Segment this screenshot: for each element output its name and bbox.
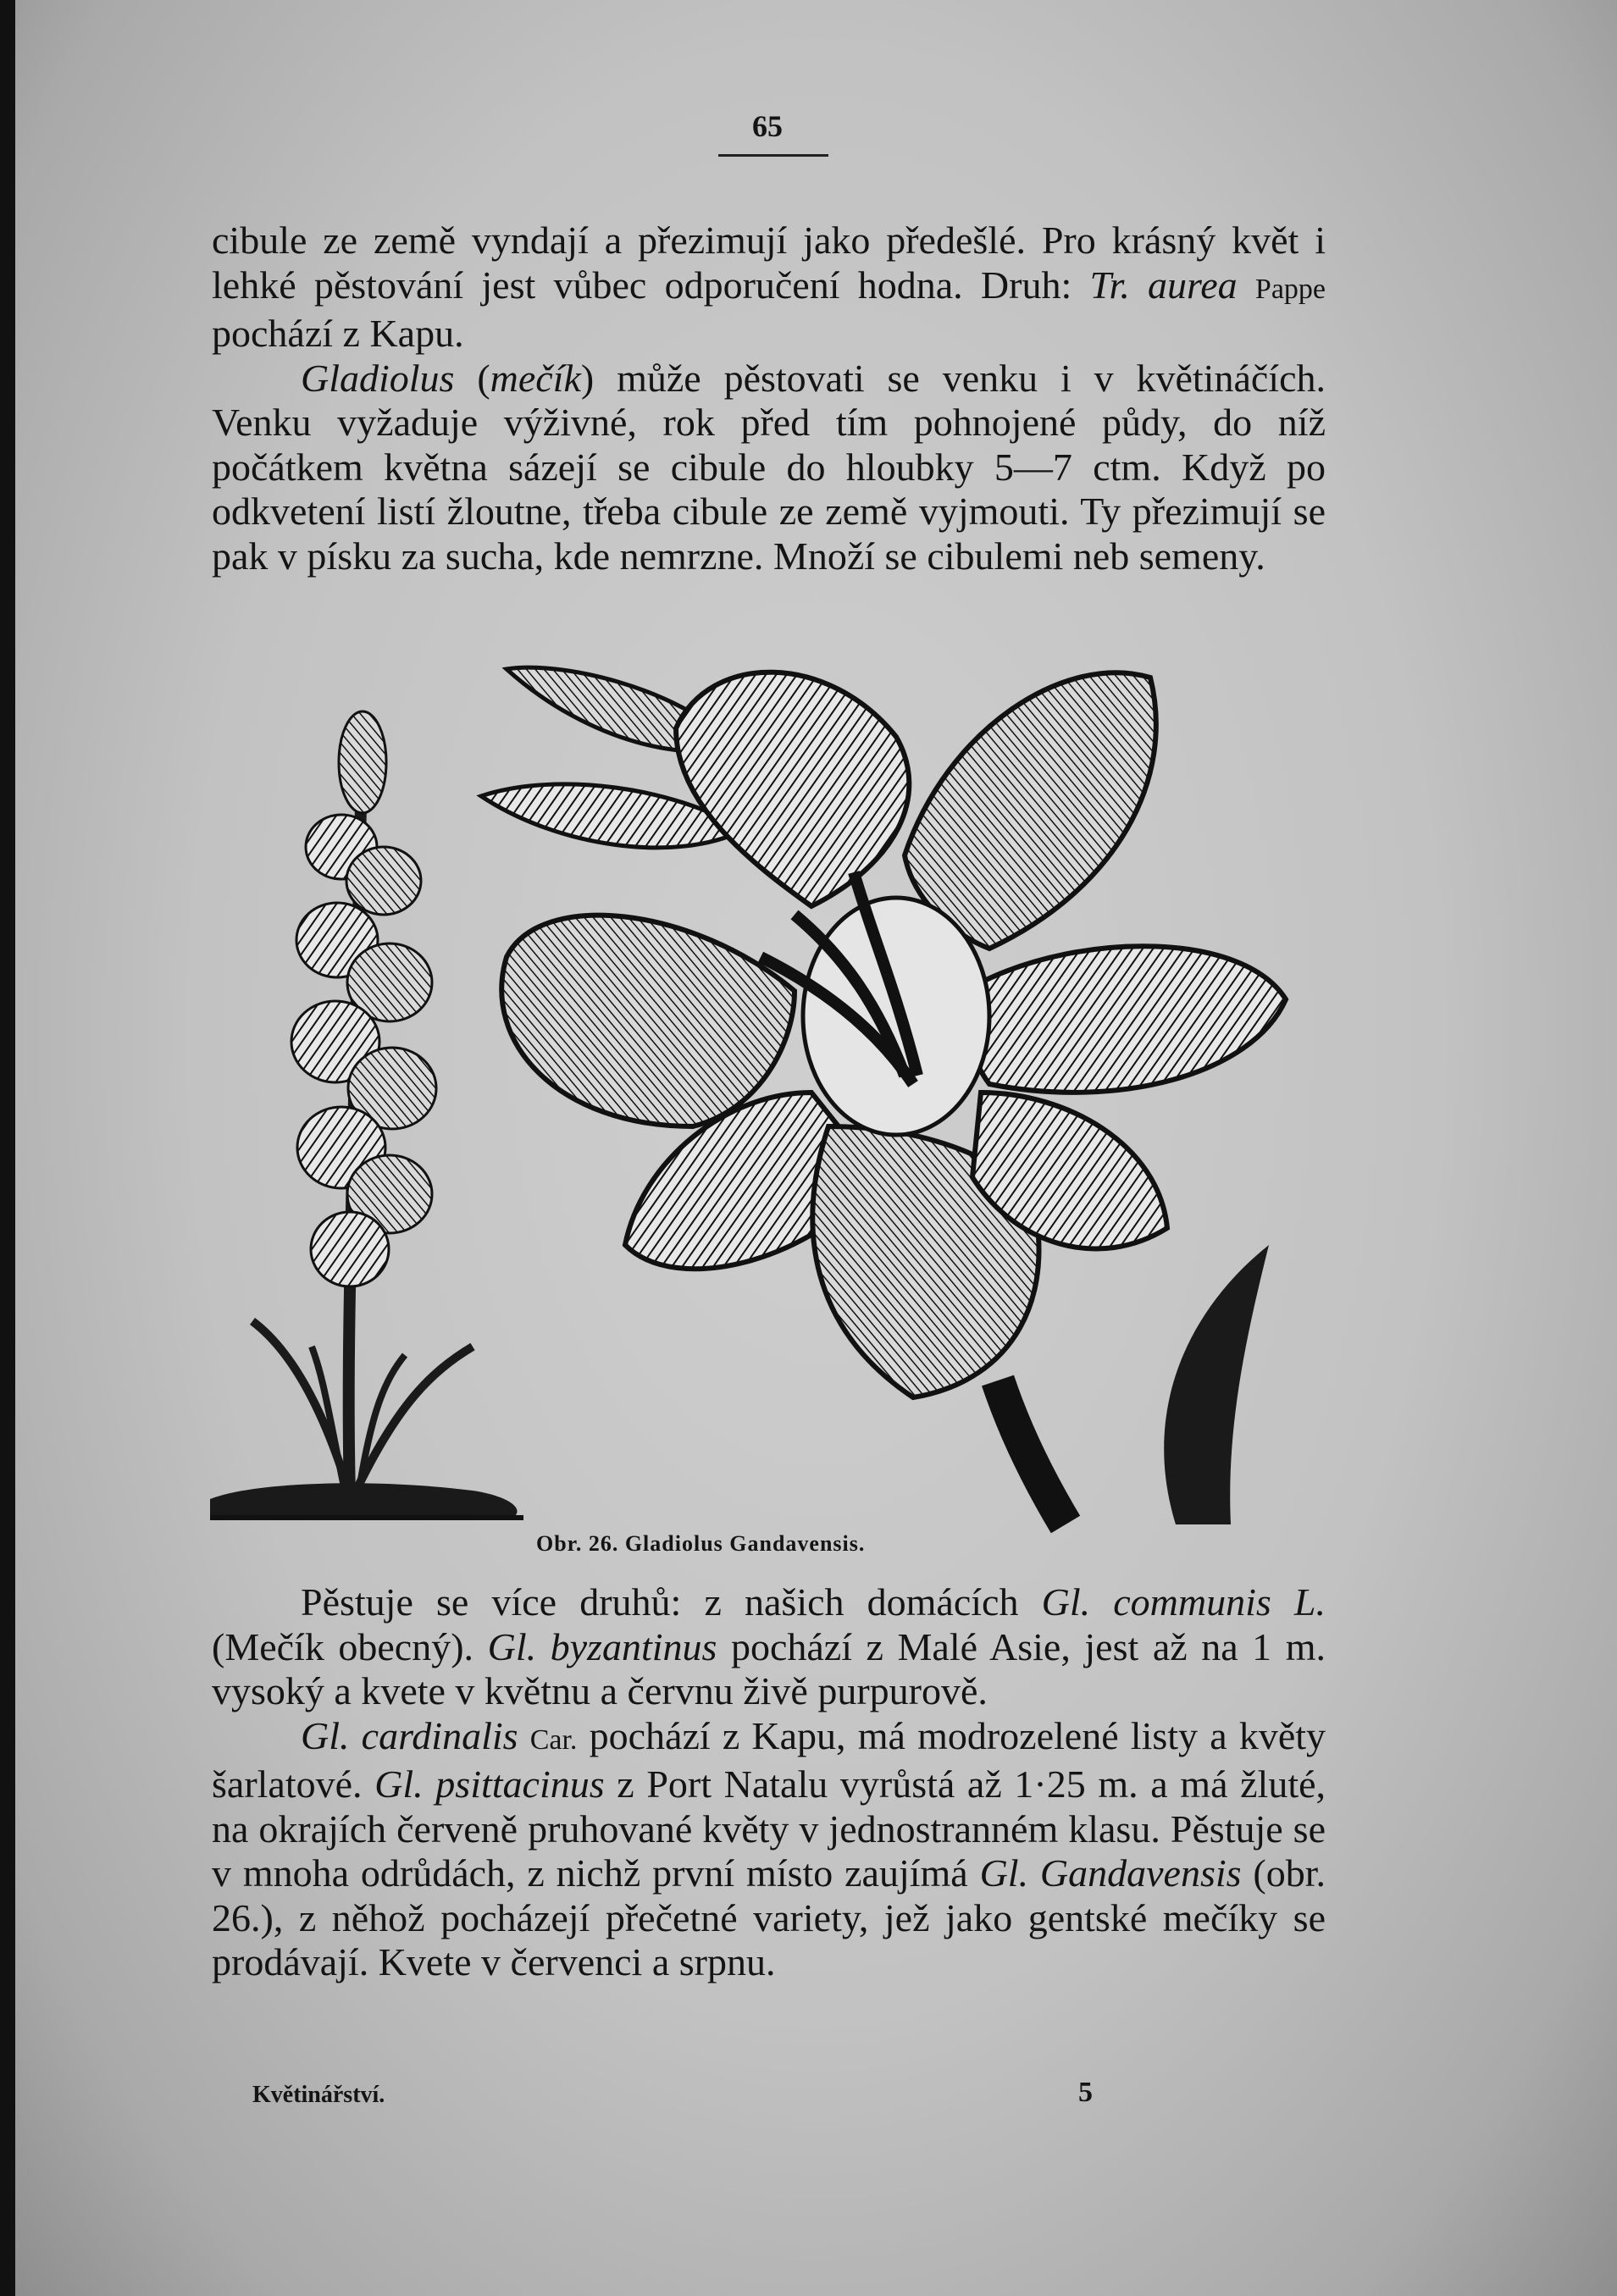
latin-name: Gl. communis L. [1041,1580,1326,1624]
latin-name: Gl. byzantinus [487,1624,717,1668]
text-run: pochází z Malé Asie, jest až na 1 m. vysoký a kvete v květnu a červnu živě purpurově. [212,1624,1326,1712]
ground-soil [210,1483,523,1518]
text-run: ) může pěstovati se venku i v květináčích. Venku vyžaduje výživné, rok před tím pohnojené půdy, do níž počátkem května sázejí se cibule do hloubky 5—7 ctm. Když po odkvetení listí žloutne, třeba cibule ze země vyjmouti. Ty přezimují se pak v písku za sucha, kde nemrzne. Množí se cibulemi neb semeny. [212,356,1326,578]
text-run [518,1714,530,1757]
text-run: pochází z Kapu. [212,312,464,355]
gladiolus-illustration [202,652,1354,1533]
footer-book-title: Květinářství. [252,2082,385,2108]
lower-text [212,1580,1326,1985]
paragraph-species [212,1580,1326,1714]
page-number: 65 [752,109,783,143]
page-number-rule [718,154,828,157]
latin-name: Gl. cardinalis [301,1713,518,1757]
text-run: cibule ze země vyndají a přezimují jako předešlé. Pro krásný květ i lehké pěstování jest vůbec odporučení hodna. Druh: [212,219,1326,307]
gladiolus-engraving [202,652,1354,1533]
text-run: Pěstuje se více druhů: z našich domácích [301,1580,1042,1624]
latin-name: Gl. Gandavensis [979,1851,1242,1895]
paragraph-tritonia [212,219,1326,357]
text-run: (obr. 26.), z něhož pocházejí přečetné variety, jež jako gentské mečíky se prodávají. Kvete v červenci a srpnu. [212,1851,1326,1983]
paragraph-gladiolus [212,357,1326,579]
author-abbrev: Pappe [1254,273,1326,305]
text-run: z Port Natalu vyrůstá až 1·25 m. a má žluté, na okrajích červeně pruhované květy v jednostranném klasu. Pěstuje se v mnoha odrůdách, z nichž první místo zaujímá [212,1762,1326,1895]
text-run: pochází z Kapu, má modrozelené listy a květy šarlatové. [212,1713,1326,1806]
large-flower [481,667,1286,1524]
latin-name: Gl. psittacinus [374,1762,605,1806]
text-run: ( [454,356,490,400]
paragraph-cardinalis [212,1714,1326,1985]
book-spine-edge [0,0,15,2296]
figure-caption: Obr. 26. Gladiolus Gandavensis. [536,1531,866,1556]
latin-name: mečík [490,356,581,400]
author-abbrev: Car. [529,1723,578,1756]
flower-spike [252,711,473,1495]
text-run: (Mečík obecný). [212,1624,488,1668]
upper-text [212,219,1326,578]
text-run [1238,263,1255,307]
latin-name: Gladiolus [301,356,455,400]
book-page [15,0,1617,2296]
footer-signature-mark: 5 [1078,2077,1093,2108]
latin-name: Tr. aurea [1089,263,1238,307]
